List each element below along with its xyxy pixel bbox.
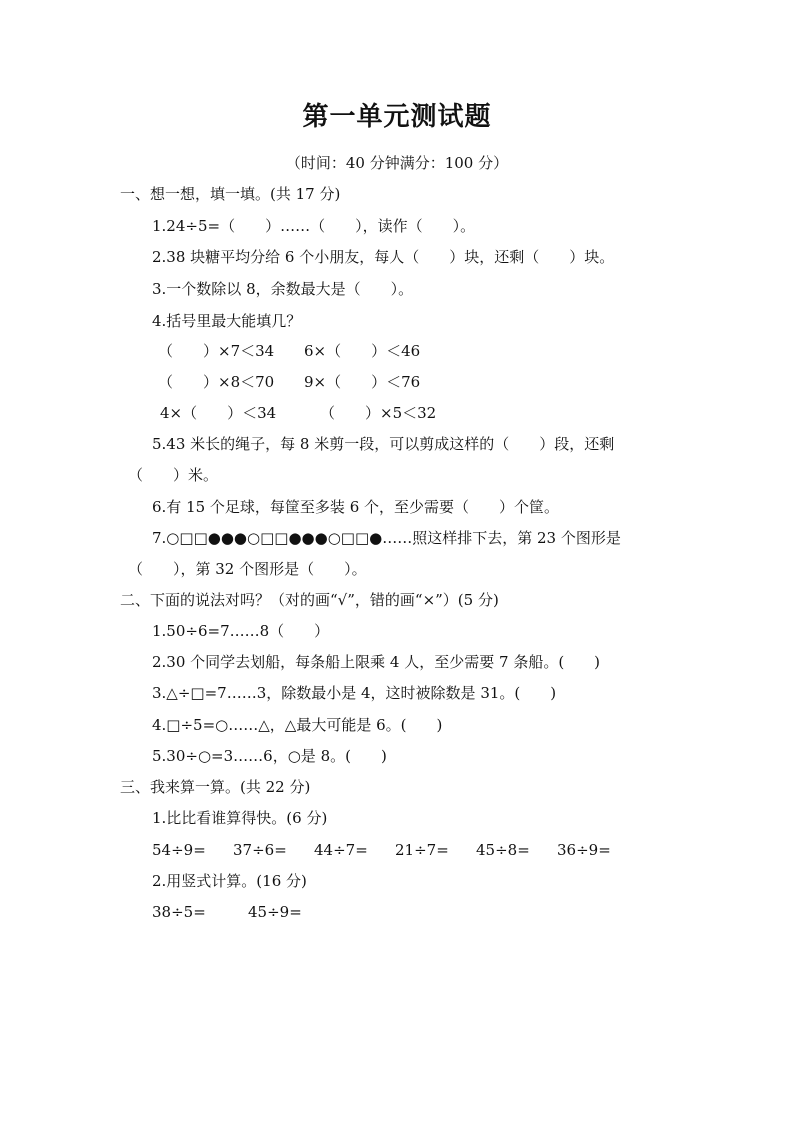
question-2-3: 3.△÷□=7……3，除数最小是 4，这时被除数是 31。( )	[152, 684, 557, 702]
section-2-heading: 二、下面的说法对吗？（对的画“√”，错的画“×”）(5 分)	[120, 591, 499, 609]
calc-item: 37÷6=	[233, 841, 287, 859]
question-1-5: 5.43 米长的绳子，每 8 米剪一段，可以剪成这样的（ ）段，还剩	[152, 435, 615, 453]
inequality-2a: （ ）×8＜70	[158, 373, 275, 391]
section-3-heading: 三、我来算一算。(共 22 分)	[120, 778, 311, 796]
calc-item: 36÷9=	[557, 841, 611, 859]
inequality-2b: 9×（ ）＜76	[304, 373, 421, 391]
vertical-calc-item: 38÷5=	[152, 903, 206, 921]
question-2-4: 4.□÷5=○……△，△最大可能是 6。( )	[152, 716, 443, 734]
question-2-1: 1.50÷6=7……8（ ）	[152, 622, 330, 640]
question-1-6: 6.有 15 个足球，每筐至多装 6 个，至少需要（ ）个筐。	[152, 498, 560, 516]
time-and-score: （时间：40 分钟满分：100 分）	[285, 154, 509, 172]
question-1-3: 3.一个数除以 8，余数最大是（ ）。	[152, 280, 414, 298]
section-3-sub-2: 2.用竖式计算。(16 分)	[152, 872, 307, 890]
question-1-2: 2.38 块糖平均分给 6 个小朋友，每人（ ）块，还剩（ ）块。	[152, 248, 615, 266]
inequality-1b: 6×（ ）＜46	[304, 342, 421, 360]
calc-item: 21÷7=	[395, 841, 449, 859]
question-1-4: 4.括号里最大能填几？	[152, 312, 302, 330]
question-1-7-cont: （ ），第 32 个图形是（ ）。	[128, 560, 367, 578]
section-1-heading: 一、想一想，填一填。(共 17 分)	[120, 185, 341, 203]
inequality-3a: 4×（ ）＜34	[160, 404, 277, 422]
calc-item: 45÷8=	[476, 841, 530, 859]
question-1-5-cont: （ ）米。	[128, 466, 219, 484]
question-1-7: 7.○□□●●●○□□●●●○□□●……照这样排下去，第 23 个图形是	[152, 529, 621, 547]
calc-item: 44÷7=	[314, 841, 368, 859]
vertical-calc-item: 45÷9=	[248, 903, 302, 921]
section-3-sub-1: 1.比比看谁算得快。(6 分)	[152, 809, 328, 827]
question-2-5: 5.30÷○=3……6，○是 8。( )	[152, 747, 387, 765]
calc-item: 54÷9=	[152, 841, 206, 859]
question-1-1: 1.24÷5=（ ）……（ ），读作（ ）。	[152, 217, 476, 235]
inequality-3b: （ ）×5＜32	[320, 404, 437, 422]
page-title: 第一单元测试题	[302, 102, 492, 132]
question-2-2: 2.30 个同学去划船，每条船上限乘 4 人，至少需要 7 条船。( )	[152, 653, 601, 671]
inequality-1a: （ ）×7＜34	[158, 342, 275, 360]
